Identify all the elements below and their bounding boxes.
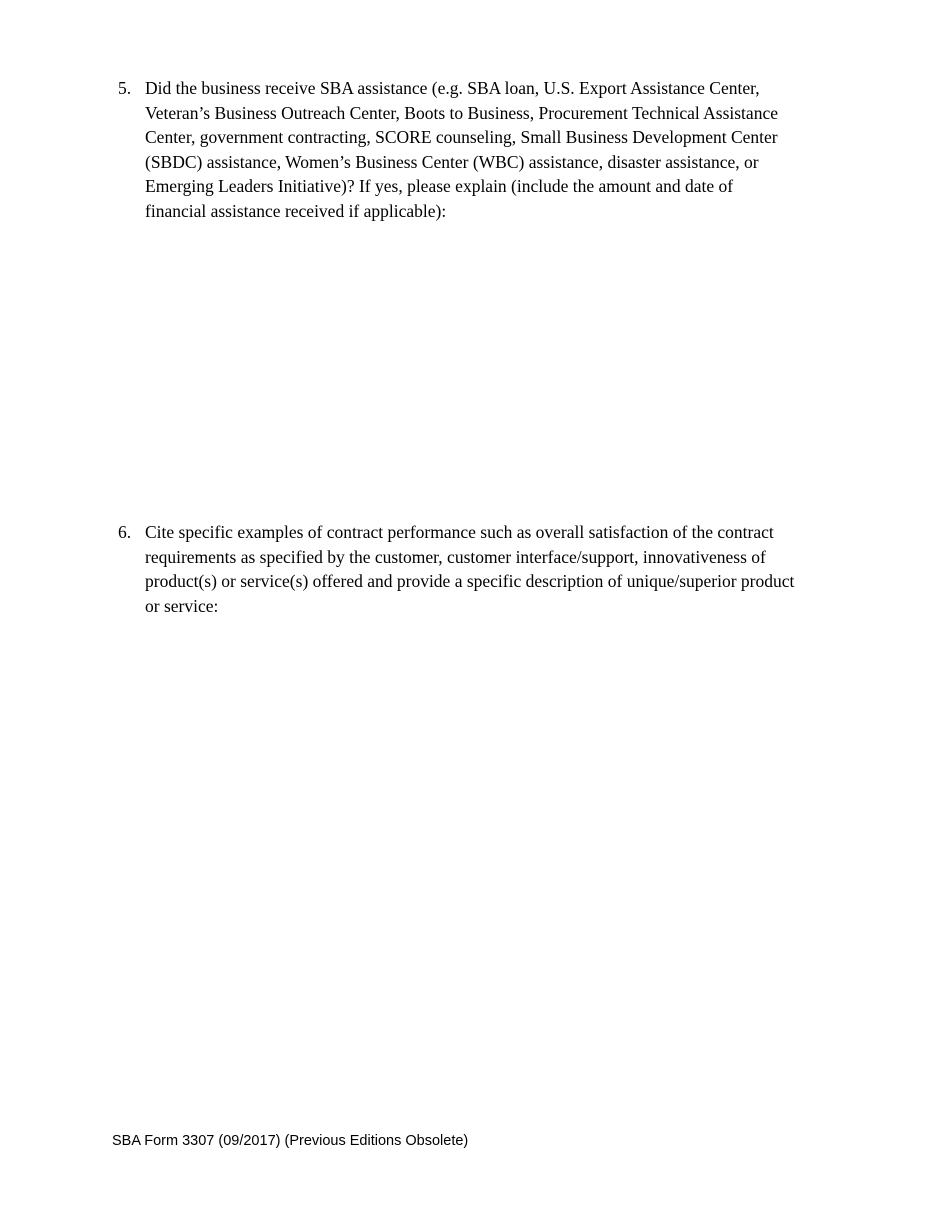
question-text-line: (SBDC) assistance, Women’s Business Center (WBC) assistance, disaster assistance, or bbox=[145, 151, 759, 172]
question-text-line: Center, government contracting, SCORE counseling, Small Business Development Center bbox=[145, 127, 778, 148]
question-text-line: Did the business receive SBA assistance (e.g. SBA loan, U.S. Export Assistance Center, bbox=[145, 78, 760, 98]
question-6 bbox=[118, 520, 848, 618]
question-number: 6. bbox=[118, 522, 132, 542]
form-footer: SBA Form 3307 (09/2017) (Previous Editions Obsolete) bbox=[112, 1133, 469, 1149]
question-text-line: or service: bbox=[145, 595, 219, 616]
question-text bbox=[145, 520, 848, 618]
question-number: 5. bbox=[118, 78, 132, 98]
question-text-line: product(s) or service(s) offered and provide a specific description of unique/superior product bbox=[145, 571, 795, 592]
question-text-line: Emerging Leaders Initiative)? If yes, please explain (include the amount and date of bbox=[145, 176, 734, 197]
question-text-line: Cite specific examples of contract performance such as overall satisfaction of the contract bbox=[145, 522, 774, 542]
question-text-line: requirements as specified by the customer, customer interface/support, innovativeness of bbox=[145, 546, 766, 567]
question-text-line: financial assistance received if applicable): bbox=[145, 200, 447, 221]
question-5 bbox=[118, 76, 848, 224]
question-text-line: Veteran’s Business Outreach Center, Boots to Business, Procurement Technical Assistance bbox=[145, 102, 778, 123]
question-text bbox=[145, 76, 848, 224]
